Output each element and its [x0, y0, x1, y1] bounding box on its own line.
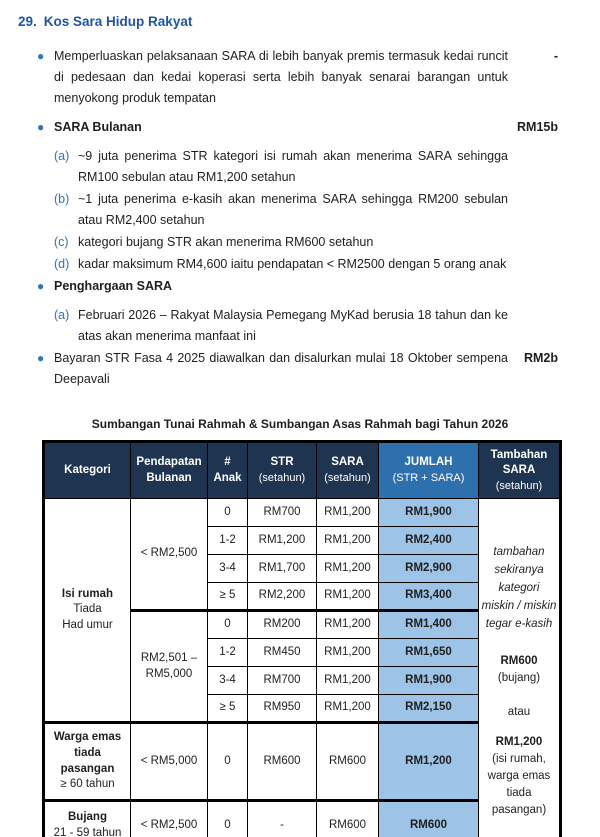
header-jumlah [379, 442, 479, 499]
sub-item-marker: (c) [54, 235, 69, 249]
cell-str: RM1,700 [248, 555, 317, 583]
cell-sara: RM1,200 [317, 611, 379, 639]
sub-item [54, 305, 562, 347]
sumbangan-table [42, 440, 562, 837]
bullet-item-sara-bulanan [34, 117, 562, 138]
header-str [248, 442, 317, 499]
cell-str: RM600 [248, 723, 317, 801]
cell-jumlah: RM1,200 [379, 723, 479, 801]
header-jumlah-main: JUMLAH [404, 456, 453, 469]
cell-anak: ≥ 5 [208, 583, 248, 611]
cell-sara: RM1,200 [317, 667, 379, 695]
header-sara-sub: (setahun) [324, 471, 371, 484]
cell-sara: RM1,200 [317, 499, 379, 527]
header-jumlah-sub: (STR + SARA) [392, 471, 465, 484]
cost-annotation: RM15b [517, 120, 558, 134]
header-tambahan-main: Tambahan SARA [490, 448, 548, 477]
cell-jumlah: RM1,400 [379, 611, 479, 639]
category-sub: Tiada [73, 603, 102, 616]
section-heading [18, 14, 562, 29]
section-title: Kos Sara Hidup Rakyat [43, 14, 193, 29]
tambahan-amount-bujang: RM600 [500, 654, 538, 667]
category-bujang [44, 801, 131, 837]
cell-jumlah: RM1,900 [379, 499, 479, 527]
cell-anak: 0 [208, 801, 248, 837]
sub-item [54, 254, 562, 275]
header-tambahan-sara [479, 442, 561, 499]
cell-anak: 3-4 [208, 555, 248, 583]
category-warga-emas [44, 723, 131, 801]
sub-item-marker: (b) [54, 192, 70, 206]
sub-item-text: Februari 2026 – Rakyat Malaysia Pemegang MyKad berusia 18 tahun dan ke atas akan menerima manfaat ini [78, 308, 508, 343]
cost-annotation [508, 276, 558, 297]
cell-jumlah: RM2,400 [379, 527, 479, 555]
category-name: Warga emas tiada pasangan [53, 731, 122, 775]
cost-annotation: RM2b [523, 351, 558, 365]
cell-str: - [248, 801, 317, 837]
bullet-title: Penghargaan SARA [54, 279, 173, 293]
sub-item [54, 189, 562, 231]
cell-anak: 3-4 [208, 667, 248, 695]
cell-anak: 0 [208, 723, 248, 801]
cell-anak: 1-2 [208, 527, 248, 555]
tambahan-label-isi-rumah: (isi rumah, warga emas tiada pasangan) [487, 752, 551, 816]
cell-anak: 0 [208, 611, 248, 639]
cell-str: RM700 [248, 667, 317, 695]
tambahan-sara-cell [479, 499, 561, 837]
cell-str: RM2,200 [248, 583, 317, 611]
table-title: Sumbangan Tunai Rahmah & Sumbangan Asas Rahmah bagi Tahun 2026 [91, 417, 509, 431]
category-name: Isi rumah [61, 587, 114, 600]
cost-annotation: - [553, 49, 558, 63]
header-str-main: STR [270, 456, 294, 469]
income-range: < RM5,000 [131, 723, 208, 801]
category-isi-rumah [44, 499, 131, 723]
cell-sara: RM600 [317, 723, 379, 801]
bullet-text: Memperluaskan pelaksanaan SARA di lebih banyak premis termasuk kedai runcit di pedesaan dan kedai koperasi serta lebih banyak senarai barangan untuk menyokong produk tempatan [54, 49, 508, 105]
tambahan-conjunction: atau [507, 705, 531, 718]
cell-jumlah: RM2,900 [379, 555, 479, 583]
income-range: < RM2,500 [131, 801, 208, 837]
sub-item-text: ~9 juta penerima STR kategori isi rumah akan menerima SARA sehingga RM100 sebulan atau RM1,200 setahun [78, 149, 508, 184]
income-range: < RM2,500 [131, 499, 208, 611]
cell-sara: RM600 [317, 801, 379, 837]
cell-sara: RM1,200 [317, 527, 379, 555]
sub-item [54, 232, 562, 253]
category-sub: Had umur [62, 618, 113, 631]
bullet-icon: ● [37, 279, 45, 293]
cell-str: RM450 [248, 639, 317, 667]
sub-item-marker: (a) [54, 308, 70, 322]
header-sara [317, 442, 379, 499]
header-pendapatan-bulanan: Pendapatan Bulanan [131, 442, 208, 499]
header-sara-main: SARA [331, 456, 364, 469]
header-tambahan-sub: (setahun) [495, 479, 543, 492]
cell-sara: RM1,200 [317, 695, 379, 723]
header-str-sub: (setahun) [258, 471, 306, 484]
table-row [44, 499, 561, 527]
section-number: 29. [18, 14, 37, 29]
category-sub: 21 - 59 tahun [53, 826, 122, 837]
cell-str: RM200 [248, 611, 317, 639]
bullet-icon: ● [37, 351, 45, 365]
cell-str: RM950 [248, 695, 317, 723]
sub-item-text: kategori bujang STR akan menerima RM600 setahun [78, 235, 374, 249]
sub-item-marker: (a) [54, 149, 70, 163]
cell-sara: RM1,200 [317, 583, 379, 611]
bullet-icon: ● [37, 120, 45, 134]
bullet-item-penghargaan-sara [34, 276, 562, 297]
bullet-title: SARA Bulanan [54, 120, 142, 134]
sub-item [54, 146, 562, 188]
sub-item-text: ~1 juta penerima e-kasih akan menerima SARA sehingga RM200 sebulan atau RM2,400 setahun [78, 192, 508, 227]
cell-anak: 0 [208, 499, 248, 527]
cell-jumlah: RM3,400 [379, 583, 479, 611]
header-kategori: Kategori [44, 442, 131, 499]
cell-str: RM700 [248, 499, 317, 527]
cell-jumlah: RM1,900 [379, 667, 479, 695]
sub-item-text: kadar maksimum RM4,600 iaitu pendapatan < RM2500 dengan 5 orang anak [78, 257, 507, 271]
category-sub: ≥ 60 tahun [60, 778, 115, 791]
cell-str: RM1,200 [248, 527, 317, 555]
sub-item-marker: (d) [54, 257, 70, 271]
cell-sara: RM1,200 [317, 639, 379, 667]
tambahan-note: tambahan sekiranya kategori miskin / miskin tegar e-kasih [481, 545, 557, 630]
bullet-text: Bayaran STR Fasa 4 2025 diawalkan dan disalurkan mulai 18 Oktober sempena Deepavali [54, 351, 508, 386]
header-anak: # Anak [208, 442, 248, 499]
category-name: Bujang [68, 810, 107, 823]
bullet-item-bayaran-str [34, 348, 562, 390]
income-range: RM2,501 – RM5,000 [131, 611, 208, 723]
cell-anak: ≥ 5 [208, 695, 248, 723]
bullet-icon: ● [37, 49, 45, 63]
tambahan-amount-isi-rumah: RM1,200 [495, 735, 543, 748]
bullet-item-sara-premis [34, 46, 562, 109]
cell-jumlah: RM600 [379, 801, 479, 837]
cell-sara: RM1,200 [317, 555, 379, 583]
cell-jumlah: RM2,150 [379, 695, 479, 723]
tambahan-label-bujang: (bujang) [497, 671, 541, 684]
cell-jumlah: RM1,650 [379, 639, 479, 667]
cell-anak: 1-2 [208, 639, 248, 667]
